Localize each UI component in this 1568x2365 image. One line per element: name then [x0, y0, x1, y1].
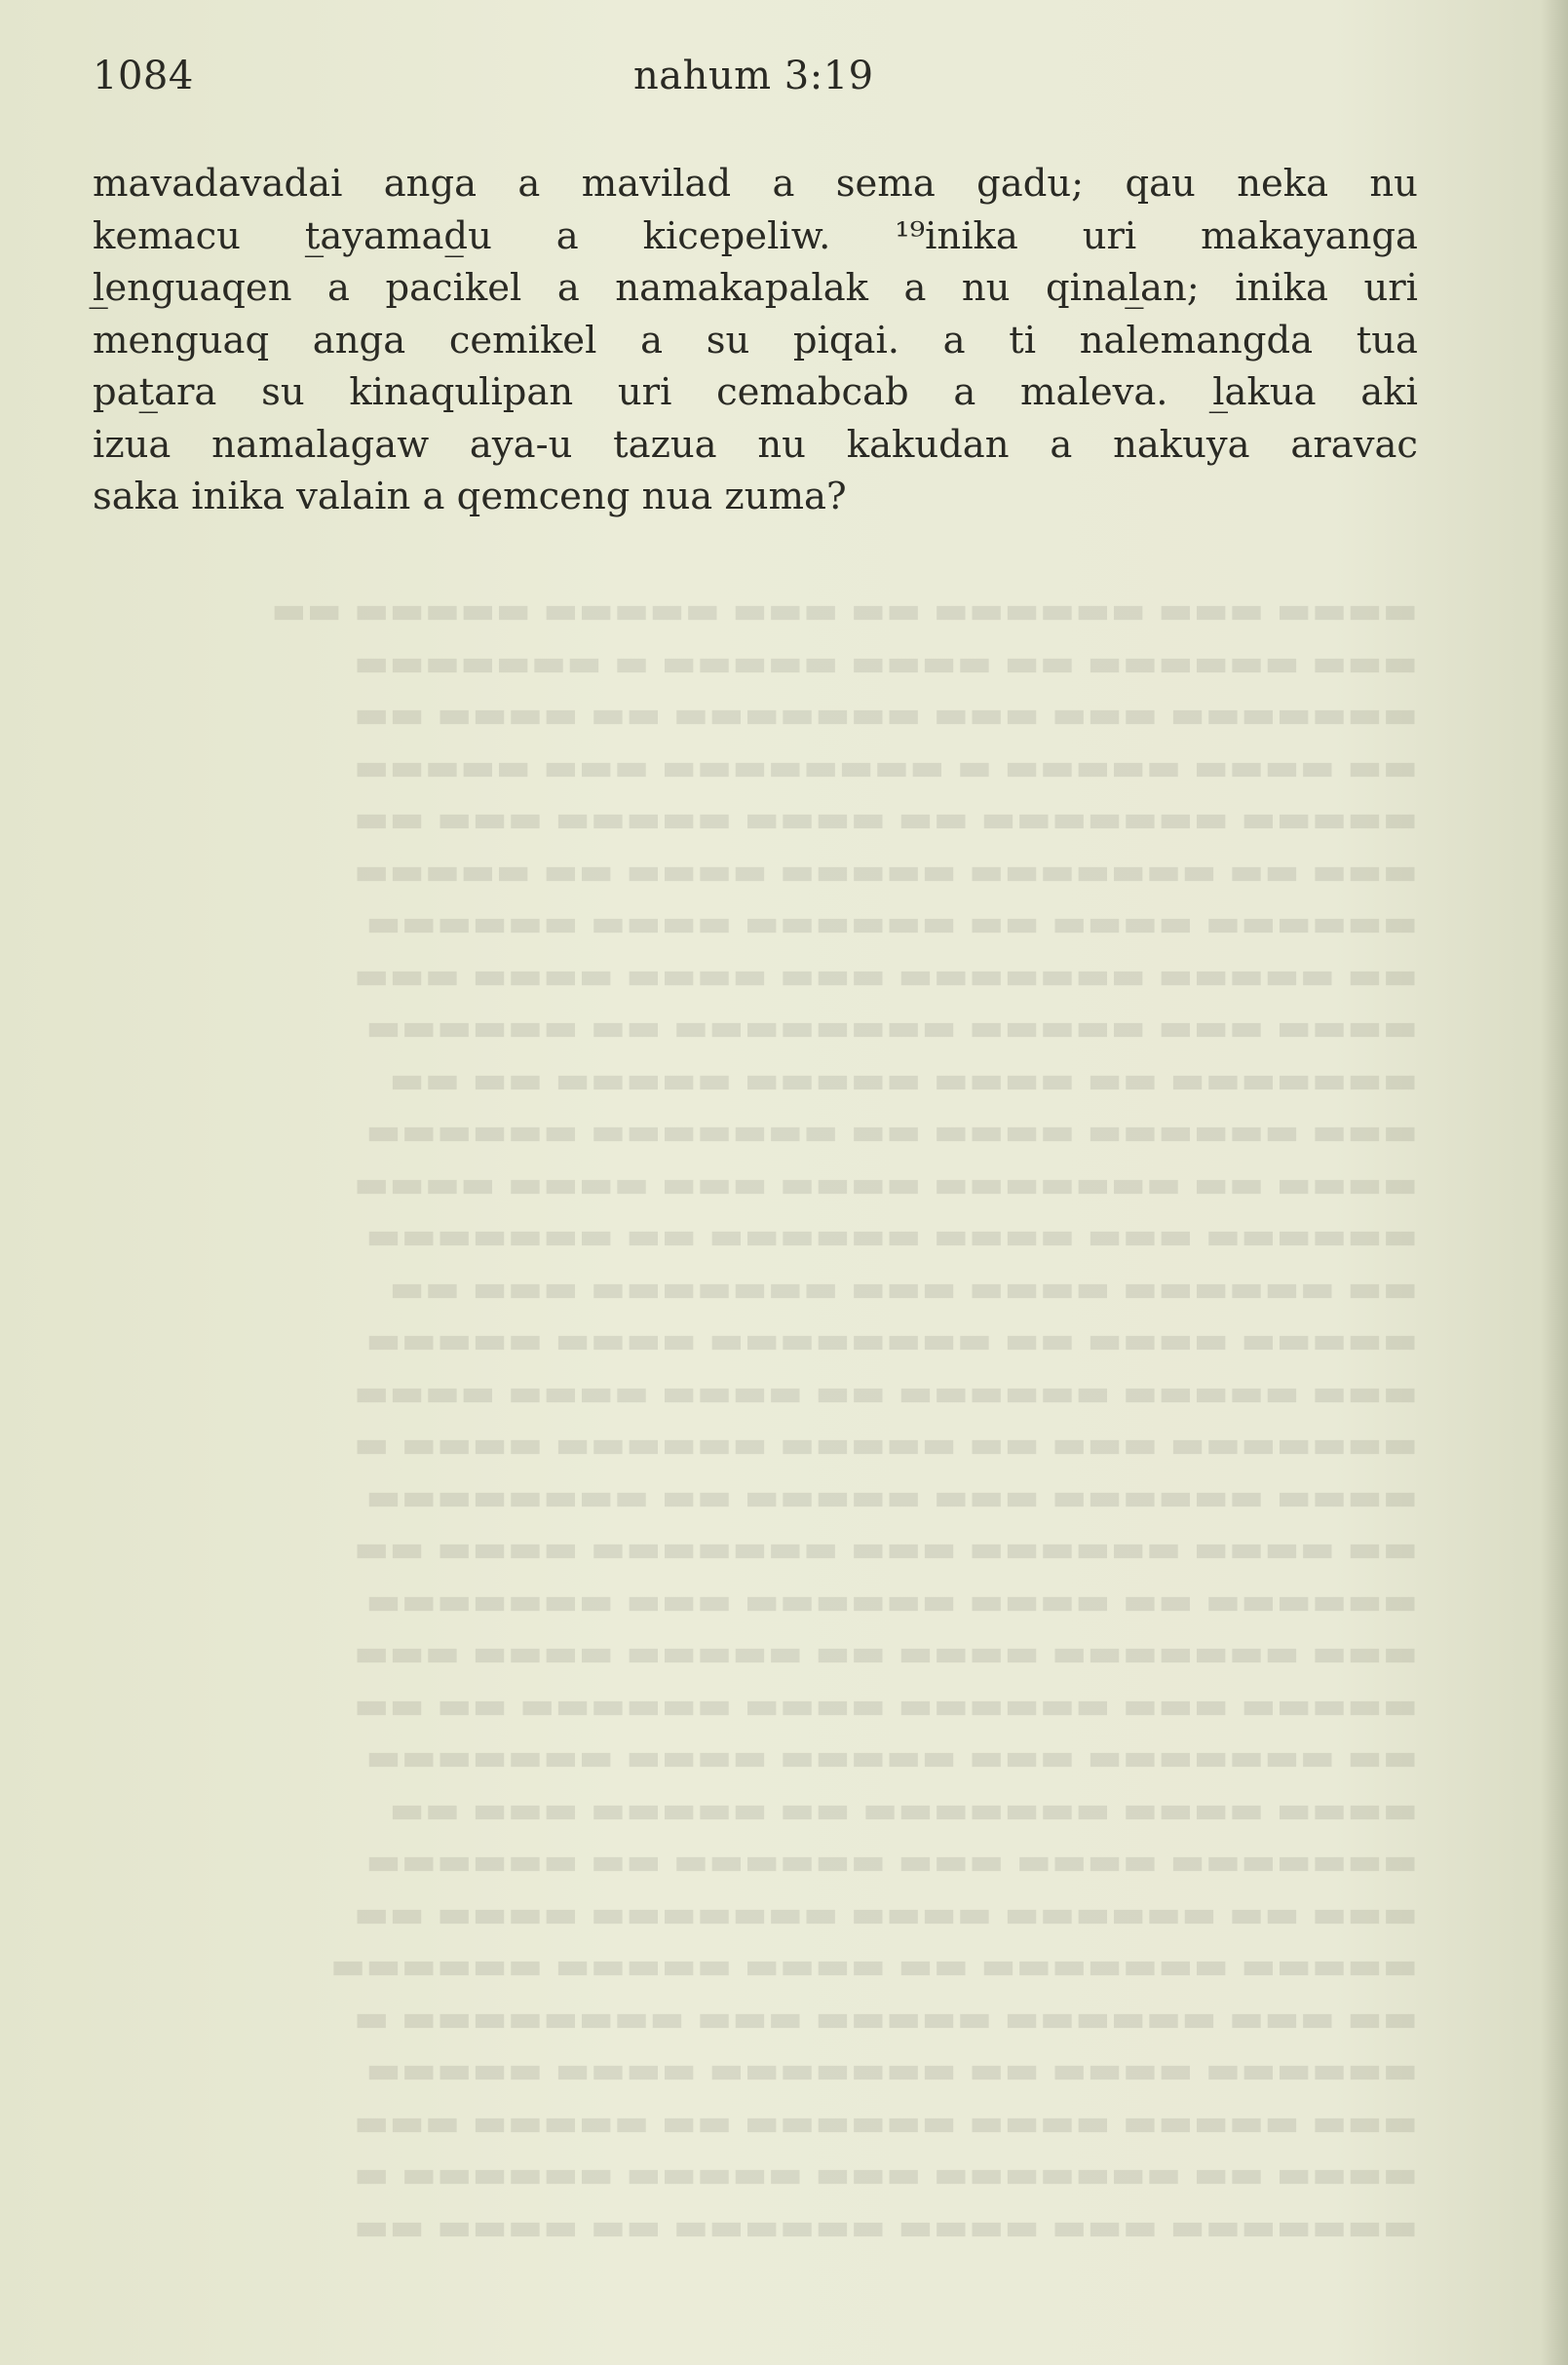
word: a [327, 266, 350, 310]
word: a [640, 318, 664, 362]
page-header [93, 54, 1476, 112]
running-head: nahum 3:19 [633, 54, 874, 98]
word: menguaq [93, 318, 270, 362]
word: mavilad [581, 162, 732, 206]
text-line [93, 262, 1418, 315]
word: sema [835, 162, 936, 206]
word: kicepeliw. [642, 213, 831, 258]
word: cemikel [448, 318, 597, 362]
word: aya-u [469, 422, 573, 467]
word: cemabcab [716, 370, 909, 414]
word: namalagaw [211, 422, 430, 467]
word: uri [617, 370, 672, 414]
word: a [1050, 422, 1073, 467]
word: aravac [1290, 422, 1418, 467]
page-edge-shadow [1541, 0, 1568, 2365]
word: tua [1356, 318, 1418, 362]
text-line [93, 315, 1418, 367]
text-line: saka inika valain a qemceng nua zuma? [93, 475, 847, 518]
word: makayanga [1201, 213, 1418, 258]
word: uri [1363, 266, 1418, 310]
text-line [93, 419, 1418, 472]
word: a [555, 213, 579, 258]
word: anga [383, 162, 478, 206]
text-line [93, 366, 1418, 419]
word: inika [1235, 266, 1328, 310]
word: anga [312, 318, 406, 362]
word: qinal̲an; [1046, 266, 1200, 310]
word: a [953, 370, 976, 414]
word: pacikel [385, 266, 522, 310]
word: nalemangda [1079, 318, 1314, 362]
word: kemacu [93, 213, 241, 258]
word: l̲enguaqen [93, 266, 292, 310]
word: ¹⁹inika [895, 213, 1018, 258]
word: pat̲ara [93, 370, 217, 414]
word: uri [1082, 213, 1137, 258]
word: ti [1009, 318, 1037, 362]
word: t̲ayamad̲u [304, 213, 492, 258]
word: izua [93, 422, 172, 467]
word: a [942, 318, 966, 362]
bleed-through-texture: ▬▬▬▬ ▬▬▬ ▬▬▬▬▬▬ ▬▬ ▬▬▬ ▬▬▬▬▬ ▬▬▬▬▬ ▬▬ ▬▬▬ ▬▬▬▬▬▬ ▬▬ ▬▬▬▬ ▬▬▬▬▬ ▬ ▬▬▬▬▬▬▬ ▬▬▬▬▬▬▬ ▬▬▬ ▬▬▬ ▬▬▬▬▬▬▬ ▬▬ ▬▬▬▬ ▬▬ ▬▬ ▬▬▬▬ ▬▬▬▬▬ ▬ ▬▬▬▬▬▬▬▬ ▬▬▬ ▬▬▬▬▬ ▬▬▬▬▬ ▬▬▬▬▬▬▬ ▬▬ ▬▬▬▬ ▬▬▬▬▬ ▬▬▬ ▬▬ ▬▬▬ ▬▬ ▬▬▬▬▬▬▬ ▬▬▬▬▬ ▬▬▬▬ ▬▬ ▬▬▬▬▬ ▬▬▬▬▬▬ ▬▬▬▬ ▬▬ ▬▬▬▬▬▬ ▬▬▬▬ ▬▬▬▬▬▬ ▬▬ ▬▬▬▬▬ ▬▬▬▬▬▬▬ ▬▬▬ ▬▬▬▬ ▬▬▬▬ ▬▬▬ ▬▬▬▬ ▬▬▬ ▬▬▬▬▬ ▬▬▬▬▬▬▬▬ ▬▬ ▬▬▬▬▬▬ ▬▬▬▬▬▬▬ ▬▬ ▬▬▬▬ ▬▬▬▬▬ ▬▬▬▬▬ ▬▬ ▬▬ ▬▬▬ ▬▬▬▬▬▬ ▬▬▬▬ ▬▬ ▬▬▬▬▬▬▬ ▬▬▬▬▬▬ ▬▬▬▬ ▬▬ ▬▬▬▬▬▬▬ ▬▬▬▬ ▬▬▬ ▬▬▬▬ ▬▬▬▬ ▬▬▬▬▬▬ ▬▬▬ ▬▬▬▬ ▬▬▬▬▬▬ ▬▬ ▬▬▬▬▬▬▬ ▬▬ ▬▬▬▬▬▬ ▬▬▬▬ ▬▬▬ ▬▬▬▬▬▬▬ ▬▬▬ ▬▬ ▬▬▬▬▬ ▬▬▬▬ ▬▬ ▬▬▬▬▬▬▬▬ ▬▬▬▬ ▬▬▬▬▬ ▬▬▬ ▬▬▬▬▬ ▬▬▬▬▬▬ ▬▬ ▬▬▬▬ ▬▬▬▬ ▬▬▬▬ ▬▬▬▬▬▬▬ ▬▬▬ ▬▬ ▬▬▬▬▬ ▬▬▬▬▬▬ ▬▬▬▬ ▬ ▬▬▬▬ ▬▬▬▬▬▬ ▬▬▬ ▬▬▬▬▬ ▬▬ ▬▬▬▬▬▬▬▬ ▬▬ ▬▬▬▬ ▬▬▬▬▬▬ ▬▬▬ ▬▬▬▬▬▬▬ ▬▬▬▬ ▬▬ ▬▬▬▬▬▬ ▬▬ ▬▬▬▬ ▬▬▬▬▬▬ ▬▬▬ ▬▬▬▬▬▬▬ ▬▬▬ ▬▬▬▬▬▬▬ ▬▬▬▬ ▬▬ ▬▬▬▬▬ ▬▬▬▬ ▬▬▬ ▬▬▬▬▬ ▬▬▬ ▬▬▬▬▬▬ ▬▬▬▬ ▬▬▬▬▬▬ ▬▬ ▬▬ ▬▬ ▬▬▬▬▬▬▬ ▬▬▬ ▬▬▬▬▬ ▬▬▬▬ ▬▬▬▬▬▬▬ ▬▬▬▬ ▬▬▬▬ ▬▬▬▬▬▬▬ ▬▬ ▬▬▬▬▬ ▬▬▬ ▬▬ ▬▬▬▬▬▬▬ ▬▬▬▬ ▬▬▬ ▬▬▬▬▬▬ ▬▬ ▬▬▬▬▬▬ ▬▬▬ ▬▬ ▬▬▬▬▬▬ ▬▬▬▬ ▬▬▬▬▬▬▬ ▬▬▬▬ ▬▬ ▬▬▬▬▬ ▬▬▬▬▬▬▬ ▬▬ ▬▬▬▬ ▬▬▬▬▬ ▬▬▬▬▬▬ ▬▬ ▬▬▬ ▬▬▬▬▬▬ ▬▬▬▬▬ ▬▬▬ ▬▬▬▬▬▬▬▬ ▬ ▬▬▬▬▬▬ ▬▬▬▬ ▬▬ ▬▬▬▬▬▬▬ ▬▬▬▬ ▬▬▬▬▬ ▬▬▬ ▬▬▬▬▬ ▬▬▬▬ ▬▬▬▬▬▬ ▬▬ ▬▬▬▬▬ ▬▬▬ ▬▬▬▬ ▬▬ ▬▬▬▬▬▬▬ ▬▬▬ ▬▬▬▬▬ ▬▬▬▬▬▬ ▬ ▬▬▬▬▬▬▬ ▬▬▬ ▬▬▬▬ ▬▬▬▬▬▬ ▬▬ ▬▬▬▬ ▬▬ [271, 589, 1418, 2249]
word: nu [757, 422, 806, 467]
word: tazua [613, 422, 717, 467]
word: l̲akua [1212, 370, 1317, 414]
word: namakapalak [615, 266, 868, 310]
body-text [93, 158, 1418, 523]
word: maleva. [1020, 370, 1168, 414]
word: neka [1237, 162, 1329, 206]
word: a [517, 162, 541, 206]
word: mavadavadai [93, 162, 343, 206]
word: a [903, 266, 927, 310]
word: kakudan [846, 422, 1010, 467]
text-line [93, 158, 1418, 210]
page-number: 1084 [93, 54, 194, 98]
word: nakuya [1113, 422, 1250, 467]
word: piqai. [792, 318, 900, 362]
word: a [556, 266, 580, 310]
word: aki [1360, 370, 1418, 414]
word: a [772, 162, 795, 206]
word: qau [1125, 162, 1196, 206]
word: kinaqulipan [349, 370, 574, 414]
word: nu [961, 266, 1011, 310]
word: su [706, 318, 750, 362]
text-line [93, 210, 1418, 263]
word: gadu; [976, 162, 1085, 206]
word: nu [1369, 162, 1418, 206]
word: su [261, 370, 305, 414]
